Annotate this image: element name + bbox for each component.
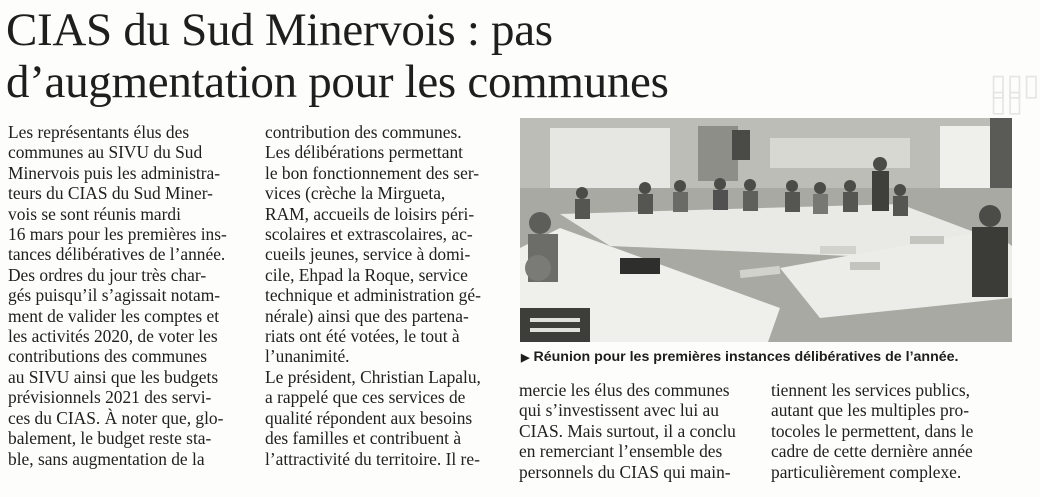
col1-line: Minervois puis les administra- [8, 162, 221, 183]
col2-line: riats ont été votées, le tout à [265, 326, 460, 347]
triangle-right-icon: ▶ [521, 352, 530, 364]
col2-line: cile, Ehpad la Roque, service [265, 264, 468, 285]
column-4 [771, 380, 1011, 482]
col3-line: en remerciant l’ensemble des [519, 441, 723, 462]
photo-caption [521, 348, 1011, 367]
caption-text: Réunion pour les premières instances délibératives de l’année. [533, 349, 959, 365]
column-3 [519, 380, 759, 482]
col2-line: qualité répondent aux besoins [265, 407, 473, 428]
column-2 [265, 122, 497, 469]
col2-line: vices (crèche la Mirgueta, [265, 183, 446, 204]
col2-line: a rappelé que ces services de [265, 387, 466, 408]
col3-line: mercie les élus des communes [519, 380, 730, 400]
headline [6, 4, 866, 108]
col1-line: gés puisqu’il s’agissait notam- [8, 285, 221, 306]
headline-line-2: d’augmentation pour les communes [6, 56, 669, 108]
col1-line: Les représentants élus des [8, 122, 190, 142]
col1-line: Des ordres du jour très char- [8, 264, 207, 285]
col2-line: des familles et contribuent à [265, 428, 462, 449]
meeting-photo [520, 118, 1012, 342]
col1-line: 16 mars pour les premières ins- [8, 224, 227, 245]
col1-line: tances délibératives de l’année. [8, 244, 226, 265]
col3-line: personnels du CIAS qui main- [519, 461, 731, 482]
column-1 [8, 122, 248, 469]
col2-line: le bon fonctionnement des ser- [265, 162, 480, 183]
col1-line: teurs du CIAS du Sud Miner- [8, 183, 213, 204]
col4-line: particulièrement complexe. [771, 461, 962, 482]
col1-line: au SIVU ainsi que les budgets [8, 366, 219, 387]
col1-line: ment de valider les comptes et [8, 305, 220, 326]
col1-line: communes au SIVU du Sud [8, 142, 203, 163]
col1-line: balement, le budget reste sta- [8, 428, 212, 449]
col4-line: cadre de cette dernière année [771, 441, 973, 462]
col2-line: contribution des communes. [265, 122, 462, 142]
col4-line: tocoles le permettent, dans le [771, 420, 974, 441]
col1-line: ces du CIAS. À noter que, glo- [8, 407, 224, 428]
col2-line: cueils jeunes, service à domi- [265, 244, 471, 265]
meeting-photo-illustration [520, 118, 1012, 342]
headline-line-1: CIAS du Sud Minervois : pas [6, 4, 553, 56]
col2-line: l’unanimité. [265, 346, 350, 367]
col2-line: scolaires et extrascolaires, ac- [265, 224, 473, 245]
col1-line: les activités 2020, de voter les [8, 326, 218, 347]
col2-line: nérale) ainsi que des partena- [265, 305, 469, 326]
col2-line: l’attractivité du territoire. Il re- [265, 448, 480, 469]
col2-line: RAM, accueils de loisirs péri- [265, 203, 475, 224]
col1-line: ble, sans augmentation de la [8, 448, 205, 469]
col3-line: CIAS. Mais surtout, il a conclu [519, 420, 736, 441]
col1-line: contributions des communes [8, 346, 207, 367]
col2-line: Les délibérations permettant [265, 142, 463, 163]
col4-line: autant que les multiples pro- [771, 400, 970, 421]
col2-line: Le président, Christian Lapalu, [265, 366, 481, 387]
col1-line: prévisionnels 2021 des servi- [8, 387, 212, 408]
bleed-through-heading: ▯▯▯ ▯▯ [990, 69, 1040, 118]
col3-line: qui s’investissent avec lui au [519, 400, 719, 421]
col2-line: technique et administration gé- [265, 285, 481, 306]
col4-line: tiennent les services publics, [771, 380, 970, 400]
col1-line: vois se sont réunis mardi [8, 203, 181, 224]
